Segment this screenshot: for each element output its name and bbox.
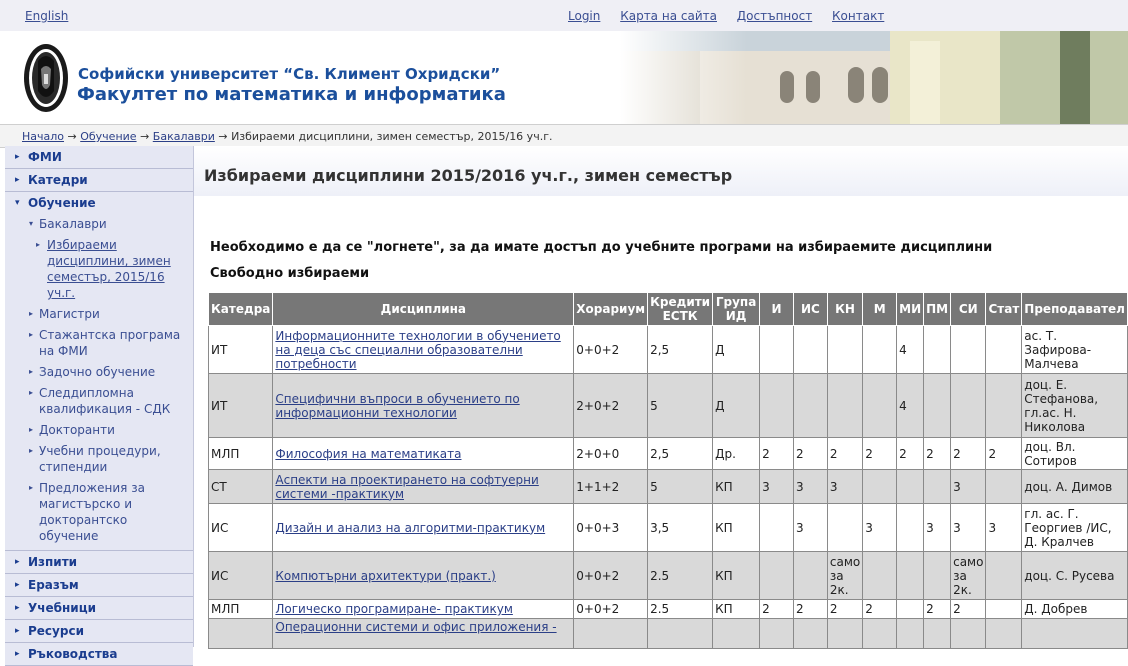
cell-value: 2 [951, 600, 986, 619]
chevron-down-icon: ▾ [15, 198, 20, 208]
page-title: Избираеми дисциплини 2015/2016 уч.г., зимен семестър [204, 166, 733, 185]
sidebar-item-label: Еразъм [28, 578, 79, 592]
column-header: Кредити ЕСТК [648, 293, 713, 326]
cell-hours: 0+0+2 [574, 600, 648, 619]
cell-value: само за 2к. [951, 552, 986, 600]
cell-value: 3 [924, 504, 951, 552]
table-row [209, 374, 1128, 438]
cell-teacher: гл. ас. Г. Георгиев /ИС, Д. Кралчев [1022, 504, 1128, 552]
cell-group: КП [713, 600, 760, 619]
cell-value [863, 552, 897, 600]
accessibility-link[interactable]: Достъпност [736, 9, 813, 23]
discipline-link[interactable]: Философия на математиката [275, 446, 462, 461]
chevron-right-icon: ▸ [15, 557, 20, 567]
cell-teacher: доц. А. Димов [1022, 470, 1128, 504]
cell-value [863, 619, 897, 649]
top-bar [0, 0, 1128, 32]
cell-value [986, 374, 1022, 438]
sidebar-item-phd[interactable] [5, 420, 193, 441]
sidebar-item-procedures[interactable] [5, 441, 193, 478]
cell-value: 2 [986, 438, 1022, 470]
cell-credits: 2.5 [648, 552, 713, 600]
section-heading: Свободно избираеми [210, 266, 370, 281]
sidebar-nav [5, 146, 194, 661]
sidebar-item-label: Стажантска програма на ФМИ [39, 328, 181, 358]
sidebar-item-exams[interactable] [5, 551, 193, 574]
cell-value: 4 [897, 374, 924, 438]
cell-value [897, 600, 924, 619]
chevron-right-icon: ▸ [36, 240, 41, 249]
sidebar-item-bachelors[interactable] [5, 214, 193, 235]
cell-value [951, 374, 986, 438]
column-header: М [863, 293, 897, 326]
cell-value: 2 [827, 600, 862, 619]
cell-value [793, 326, 827, 374]
cell-credits: 3,5 [648, 504, 713, 552]
discipline-link[interactable]: Логическо програмиране- практикум [275, 602, 513, 616]
cell-group: КП [713, 504, 760, 552]
column-header: Стат [986, 293, 1022, 326]
cell-credits [648, 619, 713, 649]
cell-value [924, 619, 951, 649]
discipline-link[interactable]: Специфични въпроси в обучението по информационни технологии [275, 391, 520, 420]
cell-department [209, 619, 273, 649]
cell-value [863, 470, 897, 504]
table-row [209, 326, 1128, 374]
cell-department: ИТ [209, 374, 273, 438]
chevron-down-icon: ▾ [29, 219, 34, 228]
cell-value: 2 [863, 438, 897, 470]
faculty-name: Факултет по математика и информатика [77, 84, 506, 105]
sidebar-item-label: Обучение [28, 196, 96, 210]
cell-hours: 2+0+0 [574, 438, 648, 470]
breadcrumb-bachelors[interactable]: Бакалаври [152, 130, 215, 143]
cell-value: 4 [897, 326, 924, 374]
cell-value [760, 504, 794, 552]
column-header: Група ИД [713, 293, 760, 326]
cell-value [760, 619, 794, 649]
sidebar-item-masters[interactable] [5, 304, 193, 325]
cell-group: Д [713, 374, 760, 438]
table-row [209, 470, 1128, 504]
cell-department: ИС [209, 504, 273, 552]
cell-value: 3 [827, 470, 862, 504]
sidebar-item-proposals[interactable] [5, 478, 193, 551]
cell-credits: 2.5 [648, 600, 713, 619]
login-notice: Необходимо е да се "логнете", за да имате достъп до учебните програми на избираемите дисциплини [210, 240, 993, 255]
cell-group: Д [713, 326, 760, 374]
chevron-right-icon: ▸ [29, 309, 34, 318]
column-header: Дисциплина [273, 293, 574, 326]
column-header: СИ [951, 293, 986, 326]
sidebar-item-resources[interactable] [5, 620, 193, 643]
cell-department: ИС [209, 552, 273, 600]
cell-value [827, 374, 862, 438]
sidebar-item-postgraduate[interactable] [5, 383, 193, 420]
cell-department: МЛП [209, 600, 273, 619]
cell-discipline [273, 326, 574, 374]
cell-value [924, 326, 951, 374]
column-header: ПМ [924, 293, 951, 326]
table-row [209, 552, 1128, 600]
chevron-right-icon: ▸ [29, 483, 34, 492]
cell-value [827, 504, 862, 552]
cell-credits: 2,5 [648, 326, 713, 374]
sidebar-item-fmi[interactable] [5, 146, 193, 169]
sidebar-item-current[interactable] [5, 235, 193, 304]
discipline-link[interactable]: Аспекти на проектирането на софтуерни системи -практикум [275, 472, 539, 501]
cell-teacher [1022, 619, 1128, 649]
column-header: КН [827, 293, 862, 326]
cell-value: 3 [951, 470, 986, 504]
cell-value [924, 552, 951, 600]
cell-group [713, 619, 760, 649]
chevron-right-icon: ▸ [29, 330, 34, 339]
cell-value: 2 [951, 438, 986, 470]
table-row [209, 619, 1128, 649]
cell-value: 2 [924, 438, 951, 470]
cell-value [827, 619, 862, 649]
cell-value [863, 326, 897, 374]
cell-value [897, 552, 924, 600]
cell-hours: 0+0+3 [574, 504, 648, 552]
cell-value [793, 619, 827, 649]
breadcrumb-education[interactable]: Обучение [80, 130, 137, 143]
cell-teacher: доц. Е. Стефанова, гл.ас. Н. Николова [1022, 374, 1128, 438]
sitemap-link[interactable]: Карта на сайта [620, 9, 717, 23]
sidebar-item-education[interactable] [5, 192, 193, 214]
cell-value: само за 2к. [827, 552, 862, 600]
sidebar-item-extramural[interactable] [5, 362, 193, 383]
table-row [209, 600, 1128, 619]
cell-group: КП [713, 470, 760, 504]
cell-value [986, 326, 1022, 374]
cell-value [760, 326, 794, 374]
sidebar-item-label: ФМИ [28, 150, 62, 164]
sidebar-item-textbooks[interactable] [5, 597, 193, 620]
sidebar-item-guides[interactable] [5, 643, 193, 666]
cell-value: 2 [760, 438, 794, 470]
chevron-right-icon: ▸ [29, 388, 34, 397]
cell-value: 2 [924, 600, 951, 619]
chevron-right-icon: ▸ [29, 446, 34, 455]
cell-value [897, 619, 924, 649]
cell-value: 3 [760, 470, 794, 504]
cell-value [897, 470, 924, 504]
discipline-link[interactable]: Дизайн и анализ на алгоритми-практикум [275, 520, 546, 535]
cell-department: СТ [209, 470, 273, 504]
sidebar-item-label: Учебници [28, 601, 97, 615]
cell-group: Др. [713, 438, 760, 470]
sidebar-item-label: Следдипломна квалификация - СДК [39, 386, 171, 416]
cell-value: 3 [863, 504, 897, 552]
chevron-right-icon: ▸ [15, 580, 20, 590]
column-header: Преподавател [1022, 293, 1128, 326]
chevron-right-icon: ▸ [15, 603, 20, 613]
cell-value [986, 552, 1022, 600]
top-links [568, 9, 900, 23]
column-header: Хорариум [574, 293, 648, 326]
cell-value: 3 [951, 504, 986, 552]
cell-discipline [273, 600, 574, 619]
chevron-right-icon: ▸ [29, 425, 34, 434]
main-content [194, 146, 1128, 647]
chevron-right-icon: ▸ [15, 175, 20, 185]
sidebar-item-label: Катедри [28, 173, 88, 187]
cell-hours: 0+0+2 [574, 552, 648, 600]
breadcrumb-home[interactable]: Начало [22, 130, 65, 143]
cell-hours: 0+0+2 [574, 326, 648, 374]
cell-value [951, 326, 986, 374]
cell-department: ИТ [209, 326, 273, 374]
sidebar-item-erasmus[interactable] [5, 574, 193, 597]
sidebar-item-label: Избираеми дисциплини, зимен семестър, 2015/16 уч.г. [47, 238, 171, 300]
sidebar-item-label: Предложения за магистърско и докторантско обучение [39, 481, 145, 543]
cell-discipline [273, 470, 574, 504]
discipline-link[interactable]: Компютърни архитектури (практ.) [275, 568, 496, 583]
cell-value [951, 619, 986, 649]
cell-hours [574, 619, 648, 649]
university-logo-icon[interactable] [22, 41, 70, 115]
cell-teacher: ас. Т. Зафирова-Малчева [1022, 326, 1128, 374]
sidebar-item-departments[interactable] [5, 169, 193, 192]
cell-value [760, 374, 794, 438]
sidebar-item-label: Учебни процедури, стипендии [39, 444, 161, 474]
cell-hours: 2+0+2 [574, 374, 648, 438]
chevron-right-icon: ▸ [15, 152, 20, 162]
cell-value [827, 326, 862, 374]
cell-value: 3 [793, 504, 827, 552]
cell-department: МЛП [209, 438, 273, 470]
cell-value: 2 [760, 600, 794, 619]
cell-credits: 5 [648, 374, 713, 438]
cell-hours: 1+1+2 [574, 470, 648, 504]
login-link[interactable]: Login [568, 9, 601, 23]
cell-discipline [273, 619, 574, 649]
courses-table [208, 292, 1128, 649]
table-row [209, 504, 1128, 552]
sidebar-item-label: Бакалаври [39, 217, 107, 231]
sidebar-item-label: Ръководства [28, 647, 118, 661]
breadcrumb-current: Избираеми дисциплини, зимен семестър, 2015/16 уч.г. [231, 130, 553, 143]
discipline-link[interactable]: Информационните технологии в обучението на деца със специални образователни потребности [275, 328, 561, 371]
cell-value [924, 470, 951, 504]
cell-credits: 5 [648, 470, 713, 504]
cell-value: 2 [827, 438, 862, 470]
discipline-link[interactable]: Операционни системи и офис приложения - [275, 620, 557, 634]
chevron-right-icon: ▸ [15, 626, 20, 636]
sidebar-item-label: Докторанти [39, 423, 115, 437]
breadcrumb-separator: → [218, 130, 228, 143]
cell-value: 3 [986, 504, 1022, 552]
cell-credits: 2,5 [648, 438, 713, 470]
cell-value [793, 374, 827, 438]
sidebar-item-label: Задочно обучение [39, 365, 156, 379]
cell-group: КП [713, 552, 760, 600]
breadcrumb [0, 124, 1128, 148]
cell-value: 2 [793, 438, 827, 470]
sidebar-item-label: Ресурси [28, 624, 84, 638]
table-header-row [209, 293, 1128, 326]
table-row [209, 438, 1128, 470]
title-bar [194, 146, 1128, 196]
cell-teacher: доц. Вл. Сотиров [1022, 438, 1128, 470]
breadcrumb-separator: → [140, 130, 150, 143]
chevron-right-icon: ▸ [15, 649, 20, 659]
breadcrumb-separator: → [67, 130, 77, 143]
cell-value [986, 619, 1022, 649]
contact-link[interactable]: Контакт [832, 9, 885, 23]
column-header: ИС [793, 293, 827, 326]
cell-value [793, 552, 827, 600]
cell-value: 3 [793, 470, 827, 504]
column-header: И [760, 293, 794, 326]
cell-value [924, 374, 951, 438]
site-header [0, 31, 1128, 124]
cell-value [986, 470, 1022, 504]
cell-value: 2 [793, 600, 827, 619]
cell-teacher: доц. С. Русева [1022, 552, 1128, 600]
cell-value [897, 504, 924, 552]
cell-discipline [273, 374, 574, 438]
building-photo [620, 31, 1128, 124]
sidebar-item-label: Магистри [39, 307, 100, 321]
cell-discipline [273, 504, 574, 552]
cell-value [863, 374, 897, 438]
cell-discipline [273, 438, 574, 470]
university-name: Софийски университет “Св. Климент Охридски” [78, 65, 501, 83]
language-link[interactable]: English [25, 9, 69, 23]
column-header: Катедра [209, 293, 273, 326]
cell-value [986, 600, 1022, 619]
cell-value [760, 552, 794, 600]
cell-value: 2 [897, 438, 924, 470]
column-header: МИ [897, 293, 924, 326]
cell-teacher: Д. Добрев [1022, 600, 1128, 619]
chevron-right-icon: ▸ [29, 367, 34, 376]
cell-discipline [273, 552, 574, 600]
sidebar-item-internship[interactable] [5, 325, 193, 362]
cell-value: 2 [863, 600, 897, 619]
sidebar-item-label: Изпити [28, 555, 78, 569]
